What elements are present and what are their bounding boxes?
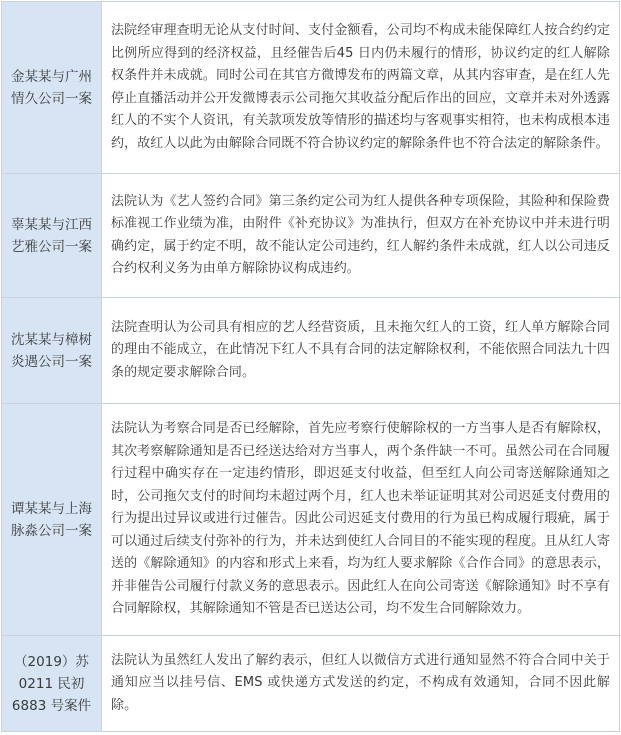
- case-name-cell: 辜某某与江西艺雅公司一案: [2, 174, 102, 298]
- cases-table: [1, 1, 620, 732]
- case-name-cell: 金某某与广州情久公司一案: [2, 2, 102, 174]
- case-name-cell: 沈某某与樟树炎遇公司一案: [2, 298, 102, 404]
- case-row-jin: [2, 2, 620, 174]
- case-name-cell: 谭某某与上海脉淼公司一案: [2, 404, 102, 636]
- case-row-gu: [2, 174, 620, 298]
- case-row-2019-su-0211: [2, 636, 620, 732]
- case-row-shen: [2, 298, 620, 404]
- case-name-cell: （2019）苏0211 民初6883 号案件: [2, 636, 102, 732]
- case-ruling-cell: 法院认为虽然红人发出了解约表示，但红人以微信方式进行通知显然不符合合同中关于通知应当以挂号信、EMS 或快递方式发送的约定，不构成有效通知，合同不因此解除。: [102, 636, 620, 732]
- case-ruling-cell: 法院认为考察合同是否已经解除，首先应考察行使解除权的一方当事人是否有解除权，其次考察解除通知是否已经送达给对方当事人，两个条件缺一不可。虽然公司在合同履行过程中确实存在一定违约情形，即迟延支付收益，但至红人向公司寄送解除通知之时，公司拖欠支付的时间均未超过两个月，红人也未举证证明其对公司迟延支付费用的行为提出过异议或进行过催告。因此公司迟延支付费用的行为虽已构成履行瑕疵，属于可以通过后续支付弥补的行为，并未达到使红人合同目的不能实现的程度。且从红人寄送的《解除通知》的内容和形式上来看，均为红人要求解除《合作合同》的意思表示，并非催告公司履行付款义务的意思表示。因此红人在向公司寄送《解除通知》时不享有合同解除权，其解除通知不管是否已送达公司，均不发生合同解除效力。: [102, 404, 620, 636]
- case-row-tan: [2, 404, 620, 636]
- case-ruling-cell: 法院认为《艺人签约合同》第三条约定公司为红人提供各种专项保险，其险种和保险费标准视工作业绩为准，由附件《补充协议》为准执行，但双方在补充协议中并未进行明确约定，属于约定不明，故不能认定公司违约，红人解约条件未成就，红人以公司违反合约权利义务为由单方解除协议构成违约。: [102, 174, 620, 298]
- case-ruling-cell: 法院查明认为公司具有相应的艺人经营资质，且未拖欠红人的工资，红人单方解除合同的理由不能成立，在此情况下红人不具有合同的法定解除权利，不能依照合同法九十四条的规定要求解除合同。: [102, 298, 620, 404]
- case-ruling-cell: 法院经审理查明无论从支付时间、支付金额看，公司均不构成未能保障红人按合约约定比例所应得到的经济权益，且经催告后45 日内仍未履行的情形，协议约定的红人解除权条件并未成就。同时公司在其官方微博发布的两篇文章，从其内容审查，是在红人先停止直播活动并公开发微博表示公司拖欠其收益分配后作出的回应，文章并未对外透露红人的不实个人资讯，有关款项发放等情形的描述均与客观事实相符，也未构成根本违约，故红人以此为由解除合同既不符合协议约定的解除条件也不符合法定的解除条件。: [102, 2, 620, 174]
